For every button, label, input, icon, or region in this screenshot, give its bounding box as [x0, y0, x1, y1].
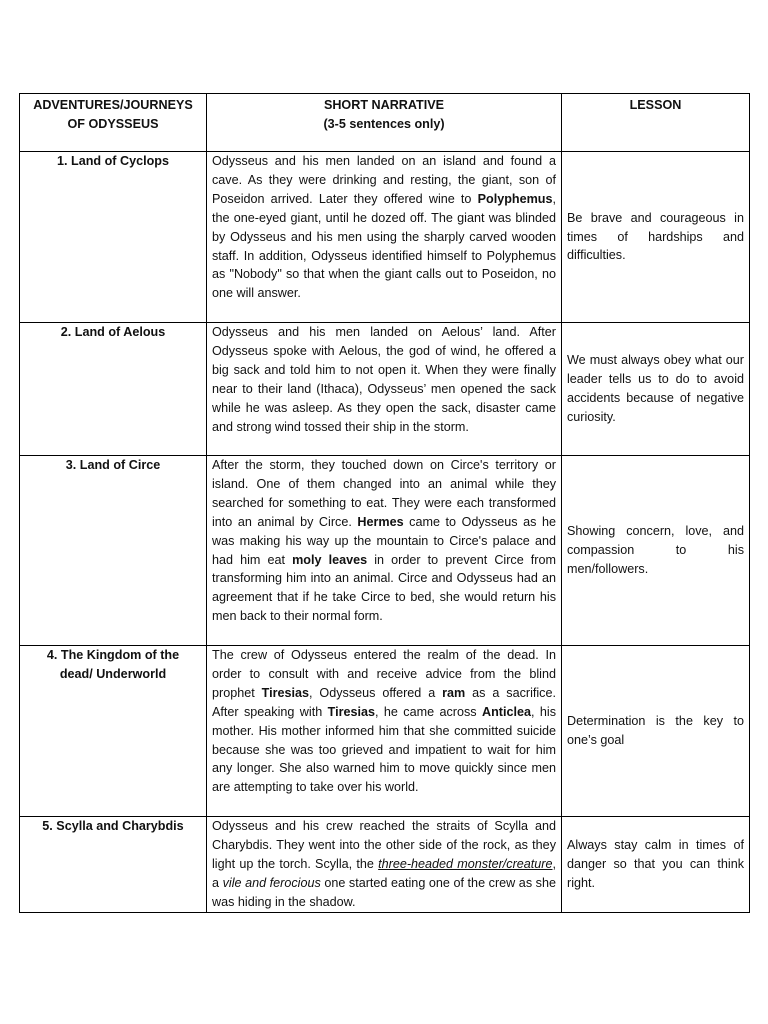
lesson-cell: Be brave and courageous in times of hardships and difficulties.: [562, 152, 750, 323]
header-adventures: ADVENTURES/JOURNEYS OF ODYSSEUS: [20, 94, 207, 152]
table-row: [20, 456, 750, 646]
header-row: [20, 94, 750, 152]
table-row: [20, 152, 750, 323]
lesson-cell: Always stay calm in times of danger so that you can think right.: [562, 817, 750, 913]
adventure-title: 2. Land of Aelous: [20, 323, 207, 456]
adventure-title: 4. The Kingdom of the dead/ Underworld: [20, 646, 207, 817]
lesson-cell: Determination is the key to one’s goal: [562, 646, 750, 817]
narrative-cell: Odysseus and his men landed on Aelous’ land. After Odysseus spoke with Aelous, the god of wind, he offered a big sack and told him to not open it. When they were finally near to their land (Ithaca), Odysseus’ men opened the sack while he was asleep. As they open the sack, disaster came and strong wind tossed their ship in the storm.: [207, 323, 562, 456]
narrative-cell: Odysseus and his men landed on an island and found a cave. As they were drinking and resting, the giant, son of Poseidon arrived. Later they offered wine to Polyphemus, the one-eyed giant, until he dozed off. The giant was blinded by Odysseus and his men using the sharply carved wooden staff. In addition, Odysseus identified himself to Polyphemus as "Nobody" so that when the giant calls out to Poseidon, no one will answer.: [207, 152, 562, 323]
header-lesson: LESSON: [562, 94, 750, 152]
narrative-cell: The crew of Odysseus entered the realm of the dead. In order to consult with and receive advice from the blind prophet Tiresias, Odysseus offered a ram as a sacrifice. After speaking with Tiresias, he came across Anticlea, his mother. His mother informed him that she committed suicide because she was too grieved and impatient to wait for him any longer. She also warned him to move quickly since men are attempting to take over his world.: [207, 646, 562, 817]
header-narrative: SHORT NARRATIVE (3-5 sentences only): [207, 94, 562, 152]
lesson-cell: We must always obey what our leader tells us to do to avoid accidents because of negative curiosity.: [562, 323, 750, 456]
lesson-cell: Showing concern, love, and compassion to his men/followers.: [562, 456, 750, 646]
adventure-title: 1. Land of Cyclops: [20, 152, 207, 323]
narrative-cell: After the storm, they touched down on Circe's territory or island. One of them changed into an animal while they searched for something to eat. They were each transformed into an animal by Circe. Hermes came to Odysseus as he was making his way up the mountain to Circe's palace and had him eat moly leaves in order to prevent Circe from transforming him into an animal. Circe and Odysseus had an agreement that if he take Circe to bed, she would return his men back to their normal form.: [207, 456, 562, 646]
narrative-cell: Odysseus and his crew reached the straits of Scylla and Charybdis. They went into the other side of the rock, as they light up the torch. Scylla, the three-headed monster/creature, a vile and ferocious one started eating one of the crew as she was hiding in the shadow.: [207, 817, 562, 913]
odysseus-table: [19, 93, 750, 913]
table-row: [20, 323, 750, 456]
adventure-title: 3. Land of Circe: [20, 456, 207, 646]
adventure-title: 5. Scylla and Charybdis: [20, 817, 207, 913]
table-row: [20, 646, 750, 817]
table-row: [20, 817, 750, 913]
